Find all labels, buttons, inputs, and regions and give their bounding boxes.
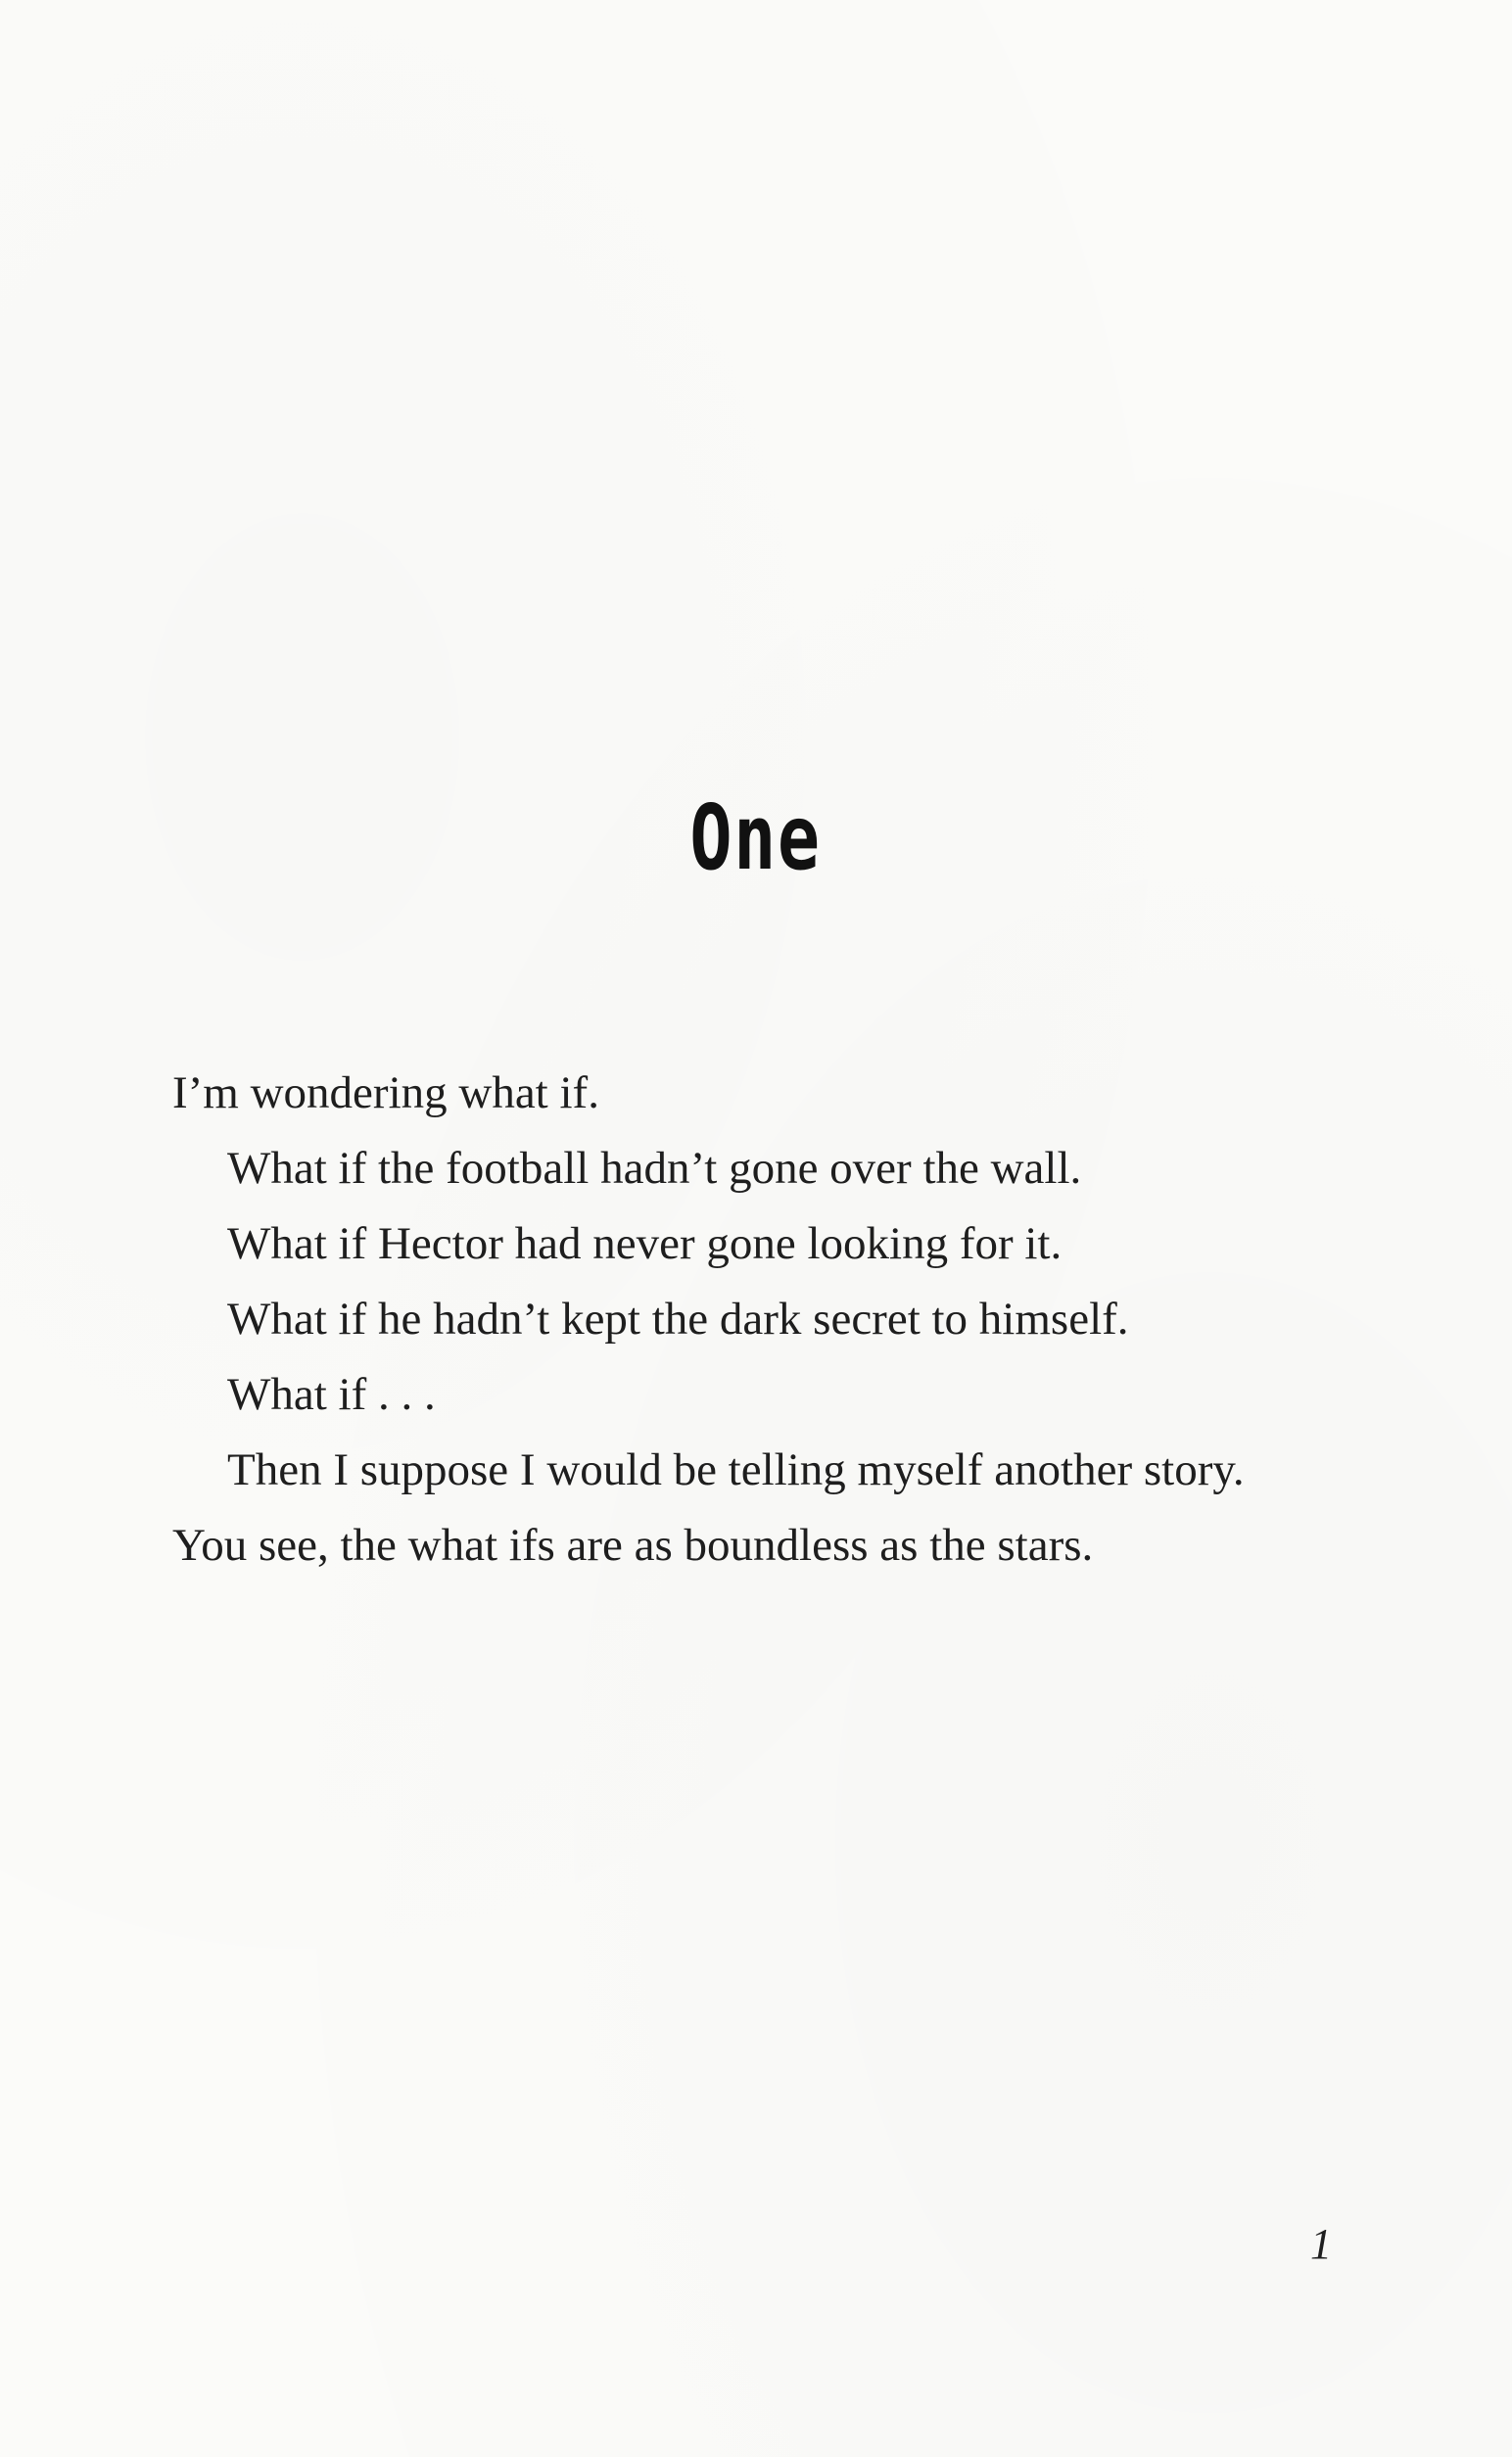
page-number: 1: [1310, 2220, 1332, 2268]
paragraph-line: Then I suppose I would be telling myself another story.: [227, 1444, 1245, 1495]
paragraph-line: You see, the what ifs are as boundless as the stars.: [172, 1520, 1094, 1571]
paragraph-line: What if . . .: [227, 1369, 436, 1420]
chapter-title: One: [689, 785, 822, 890]
paragraph-line: What if Hector had never gone looking for it.: [227, 1218, 1063, 1269]
paragraph-line: What if he hadn’t kept the dark secret to himself.: [227, 1294, 1129, 1345]
chapter-body: [172, 1056, 1367, 1583]
paragraph-line: I’m wondering what if.: [172, 1067, 599, 1118]
paragraph-line: What if the football hadn’t gone over the wall.: [227, 1143, 1082, 1194]
